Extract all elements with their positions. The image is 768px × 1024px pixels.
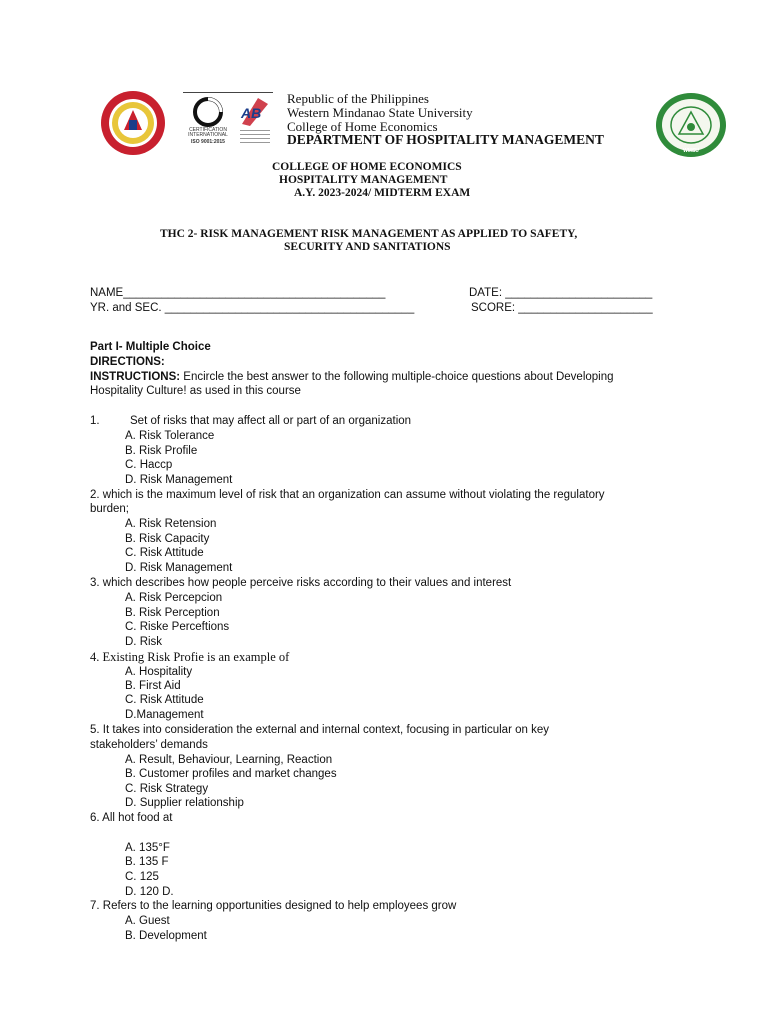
part1-heading: Part I- Multiple Choice	[90, 341, 211, 353]
cert-divider	[183, 92, 273, 93]
question-2-text: 2. which is the maximum level of risk that an organization can assume without violating the regulatory	[90, 489, 605, 501]
question-5-option-b[interactable]: B. Customer profiles and market changes	[125, 768, 337, 780]
question-4-option-d[interactable]: D.Management	[125, 709, 204, 721]
question-5-option-a[interactable]: A. Result, Behaviour, Learning, Reaction	[125, 754, 333, 766]
instructions-text: Encircle the best answer to the following multiple-choice questions about Developing	[180, 371, 614, 383]
subheader-college: COLLEGE OF HOME ECONOMICS	[272, 161, 462, 173]
question-2-option-c[interactable]: C. Risk Attitude	[125, 547, 204, 559]
right-seal-bottom-text: WMSU	[683, 148, 699, 154]
question-4-text: 4. Existing Risk Profie is an example of	[90, 650, 290, 664]
question-7-text: 7. Refers to the learning opportunities designed to help employees grow	[90, 900, 457, 912]
instructions-label: INSTRUCTIONS:	[90, 371, 181, 383]
instructions-line1	[90, 371, 614, 383]
question-1-text: Set of risks that may affect all or part of an organization	[130, 415, 412, 427]
question-7-option-a[interactable]: A. Guest	[125, 915, 170, 927]
college-home-economics-seal-logo	[655, 92, 727, 158]
question-1-option-a[interactable]: A. Risk Tolerance	[125, 430, 215, 442]
ab-caption-lines	[240, 130, 270, 146]
score-field[interactable]: SCORE: _____________________	[471, 302, 653, 314]
question-1-option-b[interactable]: B. Risk Profile	[125, 445, 198, 457]
exam-title-line2: SECURITY AND SANITATIONS	[284, 241, 451, 253]
question-4-option-b[interactable]: B. First Aid	[125, 680, 181, 692]
header-republic: Republic of the Philippines	[287, 91, 429, 106]
date-field[interactable]: DATE: _______________________	[469, 287, 653, 299]
question-3-option-a[interactable]: A. Risk Percepcion	[125, 592, 223, 604]
subheader-program: HOSPITALITY MANAGEMENT	[279, 174, 448, 186]
question-3-option-c[interactable]: C. Riske Perceftions	[125, 621, 230, 633]
question-7-option-b[interactable]: B. Development	[125, 930, 207, 942]
exam-title-line1: THC 2- RISK MANAGEMENT RISK MANAGEMENT AS APPLIED TO SAFETY,	[160, 228, 578, 240]
question-5-option-d[interactable]: D. Supplier relationship	[125, 797, 244, 809]
question-6-option-a[interactable]: A. 135°F	[125, 842, 170, 854]
ab-accreditation-logo	[236, 96, 272, 130]
cert-iso: ISO 9001:2015	[191, 139, 225, 145]
question-5-text: 5. It takes into consideration the external and internal context, focusing in particular on key	[90, 724, 549, 736]
question-1-option-c[interactable]: C. Haccp	[125, 459, 173, 471]
header-university: Western Mindanao State University	[287, 105, 473, 120]
question-4-option-c[interactable]: C. Risk Attitude	[125, 694, 204, 706]
header-department: DEPARTMENT OF HOSPITALITY MANAGEMENT	[287, 132, 604, 147]
question-2-option-d[interactable]: D. Risk Management	[125, 562, 233, 574]
question-6-option-b[interactable]: B. 135 F	[125, 856, 169, 868]
ab-mark: AB	[241, 105, 262, 121]
question-1-number: 1.	[90, 415, 100, 427]
question-5-text-cont: stakeholders’ demands	[90, 739, 208, 751]
cert-label: CERTIFICATION INTERNATIONAL	[188, 127, 228, 138]
question-2-option-b[interactable]: B. Risk Capacity	[125, 533, 210, 545]
directions-label: DIRECTIONS:	[90, 356, 165, 368]
question-6-text: 6. All hot food at	[90, 812, 173, 824]
question-1-option-d[interactable]: D. Risk Management	[125, 474, 233, 486]
question-4-option-a[interactable]: A. Hospitality	[125, 666, 193, 678]
question-3-option-b[interactable]: B. Risk Perception	[125, 607, 220, 619]
question-2-option-a[interactable]: A. Risk Retension	[125, 518, 217, 530]
instructions-line2: Hospitality Culture! as used in this course	[90, 385, 301, 397]
question-6-option-d[interactable]: D. 120 D.	[125, 886, 174, 898]
question-5-option-c[interactable]: C. Risk Strategy	[125, 783, 209, 795]
subheader-exam: A.Y. 2023-2024/ MIDTERM EXAM	[294, 187, 471, 199]
question-3-text: 3. which describes how people perceive risks according to their values and interest	[90, 577, 512, 589]
yr-sec-field[interactable]: YR. and SEC. _______________________________________	[90, 302, 415, 314]
question-2-text-cont: burden;	[90, 503, 130, 515]
question-6-option-c[interactable]: C. 125	[125, 871, 159, 883]
header-college: College of Home Economics	[287, 119, 438, 134]
wmsu-seal-logo	[100, 90, 166, 156]
name-field[interactable]: NAME_________________________________________	[90, 287, 386, 299]
question-3-option-d[interactable]: D. Risk	[125, 636, 163, 648]
